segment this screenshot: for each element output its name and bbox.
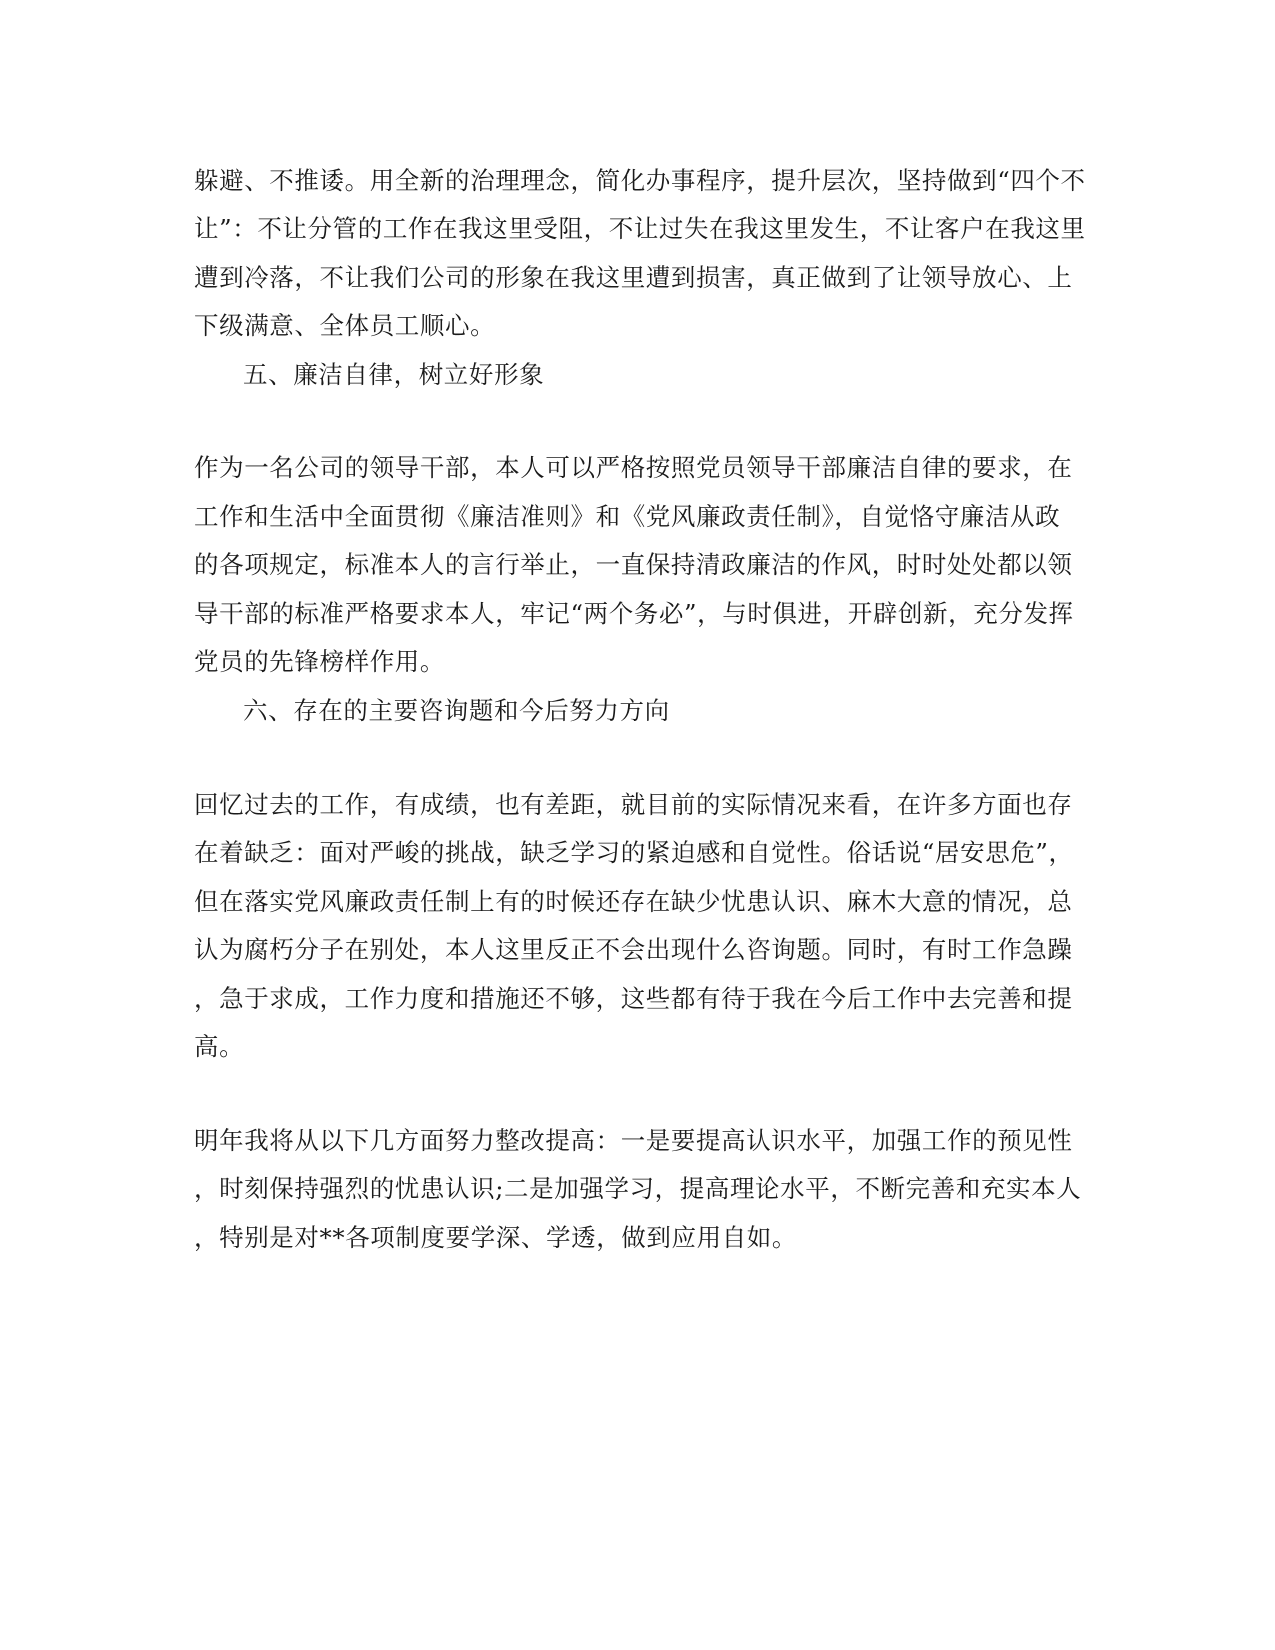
paragraph-line: 高。 — [194, 1032, 245, 1061]
paragraph-line: 工作和生活中全面贯彻《廉洁准则》和《党风廉政责任制》，自觉恪守廉洁从政 — [194, 502, 1061, 531]
section-heading: 六、存在的主要咨询题和今后努力方向 — [243, 696, 670, 725]
paragraph-line: 明年我将从以下几方面努力整改提高：一是要提高认识水平，加强工作的预见性 — [194, 1126, 1073, 1155]
paragraph-line: 下级满意、全体员工顺心。 — [194, 311, 496, 340]
paragraph-line: 回忆过去的工作，有成绩，也有差距，就目前的实际情况来看，在许多方面也存 — [194, 790, 1073, 819]
section-heading: 五、廉洁自律，树立好形象 — [243, 360, 545, 389]
paragraph-line: 导干部的标准严格要求本人，牢记“两个务必”，与时俱进，开辟创新，充分发挥 — [194, 599, 1074, 628]
paragraph-line: 让”：不让分管的工作在我这里受阻，不让过失在我这里发生，不让客户在我这里 — [194, 214, 1086, 243]
paragraph-line: 但在落实党风廉政责任制上有的时候还存在缺少忧患认识、麻木大意的情况，总 — [194, 887, 1073, 916]
paragraph-line: ，特别是对**各项制度要学深、学透，做到应用自如。 — [194, 1223, 797, 1252]
paragraph-line: ，时刻保持强烈的忧患认识;二是加强学习，提高理论水平，不断完善和充实本人 — [194, 1174, 1082, 1203]
paragraph-line: 在着缺乏：面对严峻的挑战，缺乏学习的紧迫感和自觉性。俗话说“居安思危”， — [194, 838, 1074, 867]
paragraph-line: 遭到冷落，不让我们公司的形象在我这里遭到损害，真正做到了让领导放心、上 — [194, 263, 1073, 292]
paragraph-line: 的各项规定，标准本人的言行举止，一直保持清政廉洁的作风，时时处处都以领 — [194, 550, 1073, 579]
paragraph-line: 认为腐朽分子在别处，本人这里反正不会出现什么咨询题。同时，有时工作急躁 — [194, 935, 1073, 964]
paragraph-line: 作为一名公司的领导干部，本人可以严格按照党员领导干部廉洁自律的要求，在 — [194, 453, 1073, 482]
paragraph-line: 党员的先锋榜样作用。 — [194, 647, 445, 676]
paragraph-line: ，急于求成，工作力度和措施还不够，这些都有待于我在今后工作中去完善和提 — [194, 984, 1073, 1013]
paragraph-line: 躲避、不推诿。用全新的治理理念，简化办事程序，提升层次，坚持做到“四个不 — [194, 166, 1086, 195]
